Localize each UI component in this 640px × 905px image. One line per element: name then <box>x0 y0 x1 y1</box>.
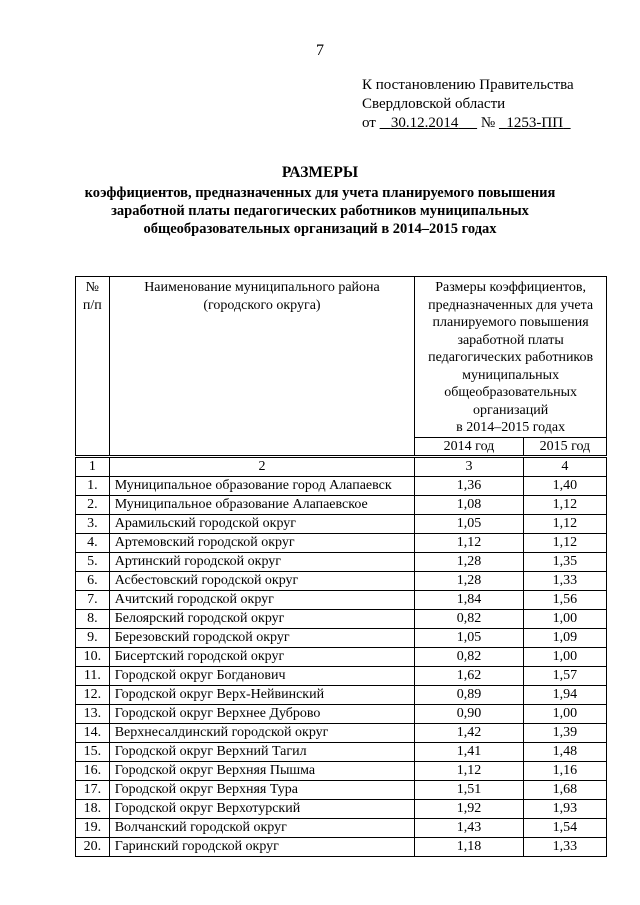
column-number-4: 4 <box>523 456 606 476</box>
row-value-2014: 0,90 <box>415 704 524 723</box>
row-number: 4. <box>76 533 110 552</box>
row-name: Артинский городской округ <box>109 552 415 571</box>
row-name: Гаринский городской округ <box>109 837 415 856</box>
row-number: 18. <box>76 799 110 818</box>
row-value-2015: 1,12 <box>523 514 606 533</box>
row-number: 17. <box>76 780 110 799</box>
row-value-2014: 1,08 <box>415 495 524 514</box>
table-row <box>76 495 607 514</box>
row-name: Верхнесалдинский городской округ <box>109 723 415 742</box>
row-name: Волчанский городской округ <box>109 818 415 837</box>
title-line-2: заработной платы педагогических работников муниципальных <box>111 203 529 219</box>
header-name: Наименование муниципального района (городского округа) <box>109 277 415 457</box>
row-value-2015: 1,57 <box>523 666 606 685</box>
table-row <box>76 590 607 609</box>
table-row <box>76 704 607 723</box>
row-value-2015: 1,35 <box>523 552 606 571</box>
reference-line-3 <box>362 114 574 133</box>
row-value-2014: 1,51 <box>415 780 524 799</box>
table-row <box>76 742 607 761</box>
table-row <box>76 647 607 666</box>
row-value-2015: 1,94 <box>523 685 606 704</box>
header-num: № п/п <box>76 277 110 457</box>
page-number: 7 <box>316 42 324 59</box>
row-value-2014: 1,28 <box>415 571 524 590</box>
column-numbers-row <box>76 456 607 476</box>
row-value-2015: 1,16 <box>523 761 606 780</box>
row-number: 3. <box>76 514 110 533</box>
row-number: 14. <box>76 723 110 742</box>
table-row <box>76 476 607 495</box>
header-coef-line-1: Размеры коэффициентов, <box>435 280 587 295</box>
row-name: Городской округ Верхнее Дуброво <box>109 704 415 723</box>
row-number: 10. <box>76 647 110 666</box>
row-number: 9. <box>76 628 110 647</box>
row-number: 6. <box>76 571 110 590</box>
row-value-2015: 1,40 <box>523 476 606 495</box>
row-value-2015: 1,00 <box>523 609 606 628</box>
header-coef-line-5: педагогических работников <box>428 350 594 365</box>
row-value-2014: 0,82 <box>415 647 524 666</box>
table-header-row <box>76 277 607 438</box>
row-name: Березовский городской округ <box>109 628 415 647</box>
row-value-2014: 1,92 <box>415 799 524 818</box>
row-value-2015: 1,56 <box>523 590 606 609</box>
table-row <box>76 837 607 856</box>
row-number: 5. <box>76 552 110 571</box>
row-value-2015: 1,00 <box>523 647 606 666</box>
row-value-2014: 1,84 <box>415 590 524 609</box>
reference-line-1: К постановлению Правительства <box>362 77 574 93</box>
row-value-2014: 1,05 <box>415 514 524 533</box>
table-row <box>76 571 607 590</box>
row-value-2014: 1,12 <box>415 533 524 552</box>
reference-line-2: Свердловской области <box>362 96 506 112</box>
column-number-1: 1 <box>76 456 110 476</box>
column-number-3: 3 <box>415 456 524 476</box>
table-row <box>76 552 607 571</box>
row-number: 7. <box>76 590 110 609</box>
row-value-2014: 1,41 <box>415 742 524 761</box>
title-line-3: общеобразовательных организаций в 2014–2015 годах <box>143 221 497 237</box>
row-value-2015: 1,54 <box>523 818 606 837</box>
row-number: 1. <box>76 476 110 495</box>
row-number: 13. <box>76 704 110 723</box>
date-prefix: от <box>362 115 376 131</box>
row-name: Асбестовский городской округ <box>109 571 415 590</box>
row-name: Муниципальное образование город Алапаевск <box>109 476 415 495</box>
row-value-2015: 1,39 <box>523 723 606 742</box>
row-number: 12. <box>76 685 110 704</box>
row-name: Городской округ Верхний Тагил <box>109 742 415 761</box>
row-name: Бисертский городской округ <box>109 647 415 666</box>
table-row <box>76 685 607 704</box>
row-value-2015: 1,12 <box>523 533 606 552</box>
table-row <box>76 666 607 685</box>
row-name: Ачитский городской округ <box>109 590 415 609</box>
row-value-2015: 1,93 <box>523 799 606 818</box>
header-coef-line-3: планируемого повышения <box>432 315 589 330</box>
document-date <box>380 115 478 131</box>
row-value-2014: 1,43 <box>415 818 524 837</box>
row-number: 16. <box>76 761 110 780</box>
table-row <box>76 628 607 647</box>
row-value-2014: 1,28 <box>415 552 524 571</box>
row-number: 11. <box>76 666 110 685</box>
row-value-2014: 1,18 <box>415 837 524 856</box>
row-number: 15. <box>76 742 110 761</box>
row-value-2015: 1,09 <box>523 628 606 647</box>
document-date-value: 30.12.2014 <box>390 115 459 131</box>
table-row <box>76 799 607 818</box>
header-coef-line-2: предназначенных для учета <box>428 297 594 313</box>
row-value-2014: 1,42 <box>415 723 524 742</box>
row-value-2015: 1,00 <box>523 704 606 723</box>
header-coef-line-4: заработной платы <box>457 332 564 348</box>
table-row <box>76 818 607 837</box>
table-row <box>76 609 607 628</box>
row-name: Арамильский городской округ <box>109 514 415 533</box>
header-coef-line-7: общеобразовательных <box>444 385 577 400</box>
header-year-2015: 2015 год <box>523 437 606 456</box>
header-coefficients <box>415 277 607 438</box>
row-number: 8. <box>76 609 110 628</box>
row-name: Городской округ Верх-Нейвинский <box>109 685 415 704</box>
document-title <box>0 164 640 238</box>
table-row <box>76 780 607 799</box>
table-row <box>76 514 607 533</box>
header-coef-line-8: организаций <box>473 402 549 418</box>
table-row <box>76 761 607 780</box>
header-year-2014: 2014 год <box>415 437 524 456</box>
row-name: Городской округ Богданович <box>109 666 415 685</box>
row-name: Белоярский городской округ <box>109 609 415 628</box>
header-coef-line-6: муниципальных <box>462 367 560 383</box>
row-number: 19. <box>76 818 110 837</box>
document-reference <box>362 76 574 133</box>
number-prefix: № <box>480 115 496 131</box>
title-line-1: коэффициентов, предназначенных для учета планируемого повышения <box>84 185 556 201</box>
row-value-2015: 1,48 <box>523 742 606 761</box>
row-value-2015: 1,68 <box>523 780 606 799</box>
row-name: Городской округ Верхняя Пышма <box>109 761 415 780</box>
row-value-2014: 1,62 <box>415 666 524 685</box>
document-number-value: 1253-ПП <box>506 115 564 131</box>
row-name: Городской округ Верхотурский <box>109 799 415 818</box>
coefficients-table <box>75 276 607 857</box>
row-value-2014: 1,12 <box>415 761 524 780</box>
table-row <box>76 723 607 742</box>
row-value-2014: 0,82 <box>415 609 524 628</box>
header-coef-line-9: в 2014–2015 годах <box>456 420 566 435</box>
row-value-2014: 0,89 <box>415 685 524 704</box>
row-value-2014: 1,05 <box>415 628 524 647</box>
table-row <box>76 533 607 552</box>
row-value-2015: 1,33 <box>523 837 606 856</box>
title-main: РАЗМЕРЫ <box>281 164 359 181</box>
row-value-2015: 1,12 <box>523 495 606 514</box>
row-value-2014: 1,36 <box>415 476 524 495</box>
column-number-2: 2 <box>109 456 415 476</box>
document-number <box>499 115 571 131</box>
table-body <box>76 476 607 856</box>
row-number: 20. <box>76 837 110 856</box>
row-number: 2. <box>76 495 110 514</box>
row-name: Городской округ Верхняя Тура <box>109 780 415 799</box>
row-name: Артемовский городской округ <box>109 533 415 552</box>
row-name: Муниципальное образование Алапаевское <box>109 495 415 514</box>
row-value-2015: 1,33 <box>523 571 606 590</box>
